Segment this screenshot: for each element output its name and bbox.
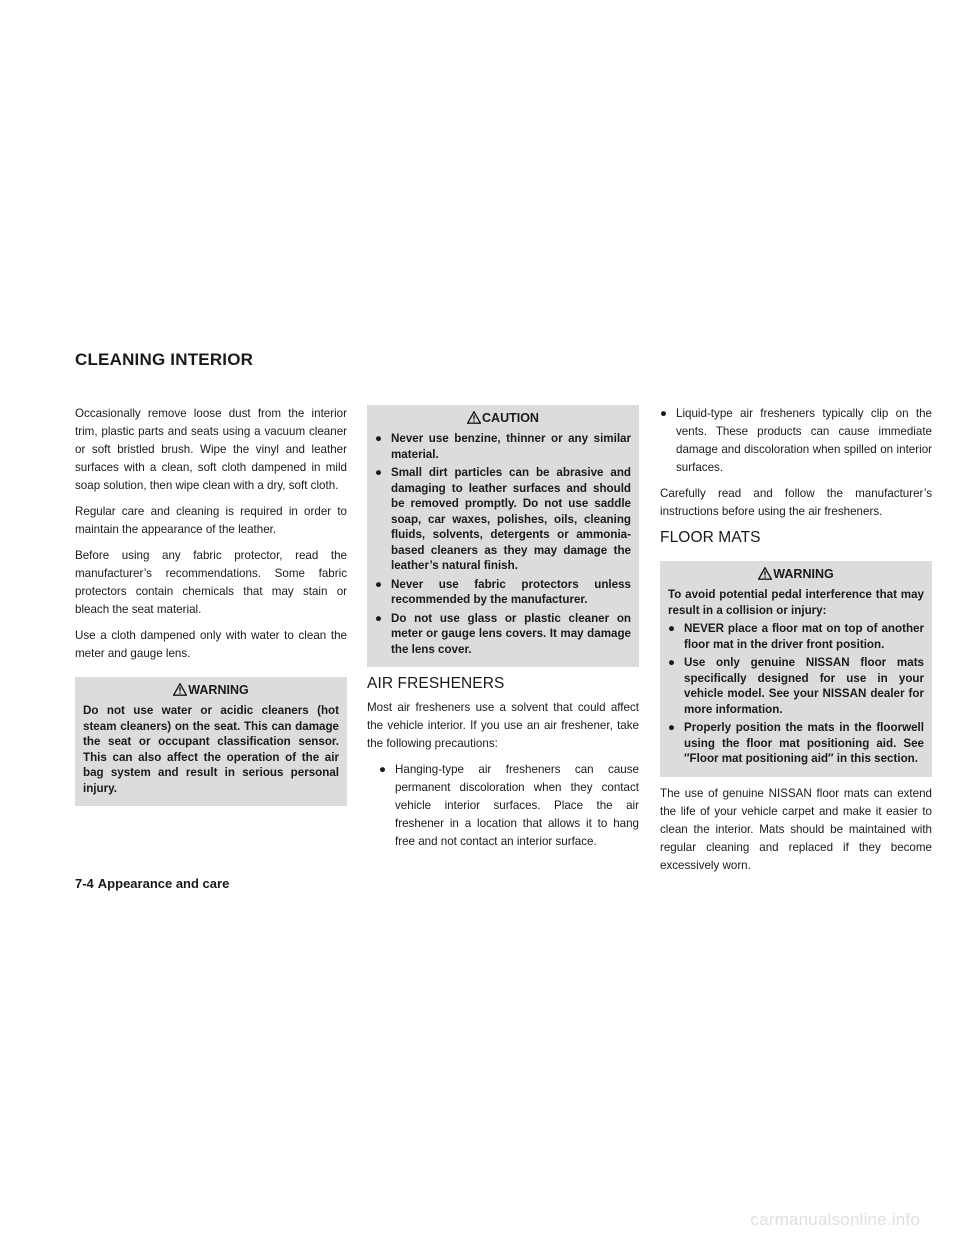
bullet-icon: ● — [375, 432, 383, 445]
warning-triangle-icon — [758, 567, 772, 580]
warning-title: WARNING — [188, 683, 249, 697]
air-fresheners-list — [367, 761, 639, 851]
warning-intro: To avoid potential pedal interference that may result in a collision or injury: — [668, 588, 924, 617]
paragraph: Use a cloth dampened only with water to clean the meter and gauge lens. — [75, 629, 347, 660]
paragraph: Carefully read and follow the manufacturer’s instructions before using the air fresheners. — [660, 487, 932, 518]
floor-mats-warning-list — [668, 621, 924, 767]
air-fresheners-title: AIR FRESHENERS — [367, 675, 505, 692]
warning-header — [83, 681, 339, 703]
column-1 — [75, 405, 347, 814]
list-item: ● Small dirt particles can be abrasive and damaging to leather surfaces and should be removed promptly. Do not use saddle soap, car waxes, polishes, oils, cleaning fluids, solvents, detergents or ammonia-based cleaners as they may damage the leather’s natural finish. — [375, 466, 631, 572]
section-title: CLEANING INTERIOR — [75, 350, 254, 369]
air-fresheners-list-continued — [660, 405, 932, 477]
page-number: 7-4 — [75, 876, 94, 891]
caution-box — [367, 405, 639, 667]
paragraph: Before using any fabric protector, read the manufacturer’s recommendations. Some fabric protectors contain chemicals that may stain or bleach the seat material. — [75, 549, 347, 616]
warning-header — [668, 565, 924, 587]
list-item: ● Do not use glass or plastic cleaner on meter or gauge lens covers. It may damage the lens cover. — [375, 611, 631, 656]
bullet-icon: ● — [668, 622, 676, 635]
bullet-icon: ● — [375, 611, 383, 625]
floor-mats-warning-box — [660, 561, 932, 777]
list-item: ● Hanging-type air fresheners can cause permanent discoloration when they contact vehicle interior surfaces. Place the air freshener in a location that allows it to hang free and not contact an interior surface. — [379, 763, 639, 848]
paragraph: Occasionally remove loose dust from the interior trim, plastic parts and seats using a vacuum cleaner or soft bristled brush. Wipe the vinyl and leather surfaces with a clean, soft cloth dampened in mild soap solution, then wipe clean with a dry, soft cloth. — [75, 407, 347, 492]
bullet-icon: ● — [668, 721, 676, 734]
bullet-icon: ● — [375, 466, 383, 479]
list-item: ● Liquid-type air fresheners typically clip on the vents. These products can cause immediate damage and discoloration when spilled on interior surfaces. — [660, 407, 932, 474]
air-fresheners-intro: Most air fresheners use a solvent that could affect the vehicle interior. If you use an air freshener, take the following precautions: — [367, 701, 639, 750]
caution-header — [375, 409, 631, 431]
list-item: ● Use only genuine NISSAN floor mats specifically designed for use in your vehicle model. See your NISSAN dealer for more information. — [668, 656, 924, 716]
warning-box — [75, 677, 347, 806]
floor-mats-title: FLOOR MATS — [660, 529, 761, 546]
footer-section: Appearance and care — [97, 876, 230, 891]
caution-title: CAUTION — [482, 411, 539, 425]
bullet-icon: ● — [660, 407, 668, 420]
list-item: ● Never use benzine, thinner or any similar material. — [375, 432, 631, 461]
list-item: ● Properly position the mats in the floorwell using the floor mat positioning aid. See ″Floor mat positioning aid″ in this section. — [668, 721, 924, 765]
warning-text: Do not use water or acidic cleaners (hot steam cleaners) on the seat. This can damage the seat or occupant classification sensor. This can also affect the operation of the air bag system and result in serious personal injury. — [83, 704, 339, 795]
watermark: carmanualsonline.info — [750, 1210, 920, 1229]
column-3 — [660, 405, 932, 883]
warning-triangle-icon — [467, 411, 481, 424]
bullet-icon: ● — [668, 656, 676, 669]
warning-triangle-icon — [173, 683, 187, 696]
paragraph: Regular care and cleaning is required in order to maintain the appearance of the leather. — [75, 505, 347, 536]
paragraph: The use of genuine NISSAN floor mats can extend the life of your vehicle carpet and make it easier to clean the interior. Mats should be maintained with regular cleaning and replaced if they become excessively worn. — [660, 786, 932, 872]
bullet-icon: ● — [379, 763, 387, 776]
list-item: ● NEVER place a floor mat on top of another floor mat in the driver front position. — [668, 622, 924, 651]
bullet-icon: ● — [375, 577, 383, 591]
column-2 — [367, 405, 639, 859]
caution-list — [375, 431, 631, 657]
list-item: ● Never use fabric protectors unless recommended by the manufacturer. — [375, 577, 631, 606]
page-footer — [75, 876, 229, 891]
warning-title: WARNING — [773, 567, 834, 581]
